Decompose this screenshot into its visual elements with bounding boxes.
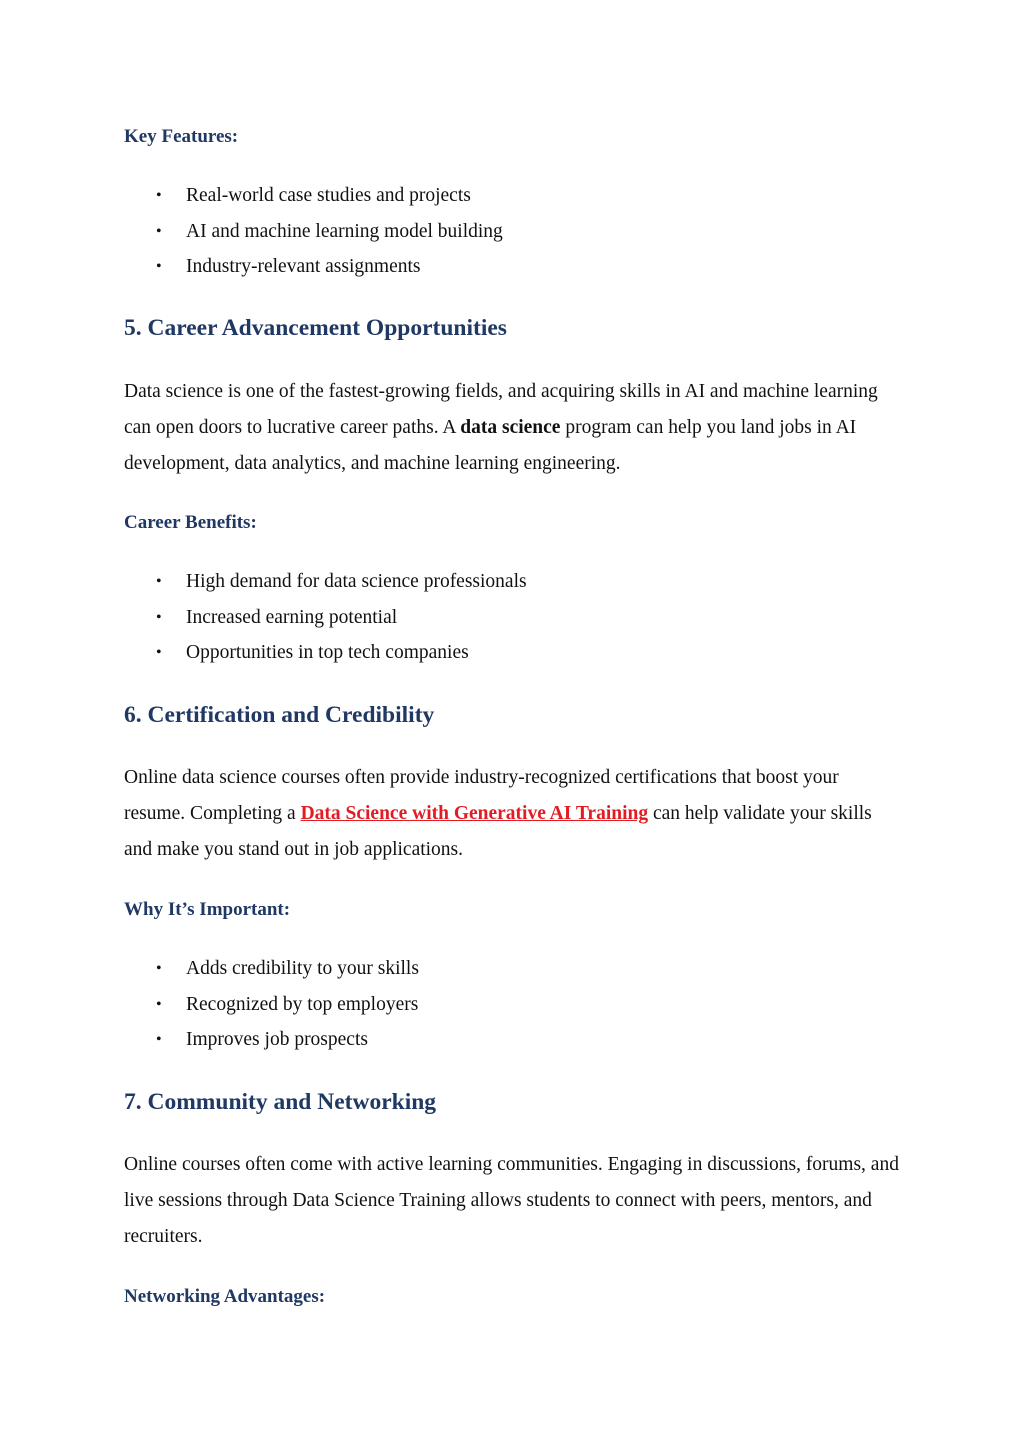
bullet-icon: • [156, 258, 162, 275]
bullet-icon: • [156, 644, 162, 661]
list-item: • High demand for data science professionals [156, 571, 527, 592]
section-6-paragraph: Online data science courses often provide industry-recognized certifications that boost your resume. Completing a Data Science with Generative AI Training can help validate your skills and make you stand out in job applications. [124, 767, 872, 860]
why-important-list [124, 957, 419, 1064]
emphasis-text: data science [460, 417, 561, 438]
career-benefits-subheading: Career Benefits: [124, 512, 257, 533]
section-7-heading: 7. Community and Networking [124, 1089, 437, 1115]
career-benefits-list [124, 570, 527, 677]
bullet-icon: • [156, 1031, 162, 1048]
list-item: • Increased earning potential [156, 606, 398, 628]
section-5-paragraph: Data science is one of the fastest-growing fields, and acquiring skills in AI and machine learning can open doors to lucrative career paths. A data science program can help you land jobs in AI development, data analytics, and machine learning engineering. [124, 381, 878, 474]
list-item: • Opportunities in top tech companies [156, 642, 469, 663]
bullet-icon: • [156, 995, 162, 1013]
key-features-subheading: Key Features: [124, 126, 239, 147]
key-features-list [124, 184, 503, 291]
bullet-icon: • [156, 187, 162, 204]
list-item: • Industry-relevant assignments [156, 256, 421, 277]
networking-advantages-subheading: Networking Advantages: [124, 1286, 326, 1307]
why-important-subheading: Why It’s Important: [124, 899, 291, 920]
list-item: • AI and machine learning model building [156, 220, 503, 242]
list-item: • Real-world case studies and projects [156, 185, 471, 206]
list-item: • Improves job prospects [156, 1029, 368, 1050]
section-7-paragraph: Online courses often come with active learning communities. Engaging in discussions, forums, and live sessions through Data Science Training allows students to connect with peers, mentors, and recruiters. [124, 1154, 899, 1247]
bullet-icon: • [156, 960, 162, 977]
training-link[interactable]: Data Science with Generative AI Training [300, 803, 649, 824]
section-5-heading: 5. Career Advancement Opportunities [124, 315, 507, 341]
bullet-icon: • [156, 222, 162, 240]
bullet-icon: • [156, 573, 162, 590]
section-6-heading: 6. Certification and Credibility [124, 702, 435, 728]
list-item: • Recognized by top employers [156, 993, 419, 1015]
list-item: • Adds credibility to your skills [156, 958, 419, 979]
bullet-icon: • [156, 608, 162, 626]
